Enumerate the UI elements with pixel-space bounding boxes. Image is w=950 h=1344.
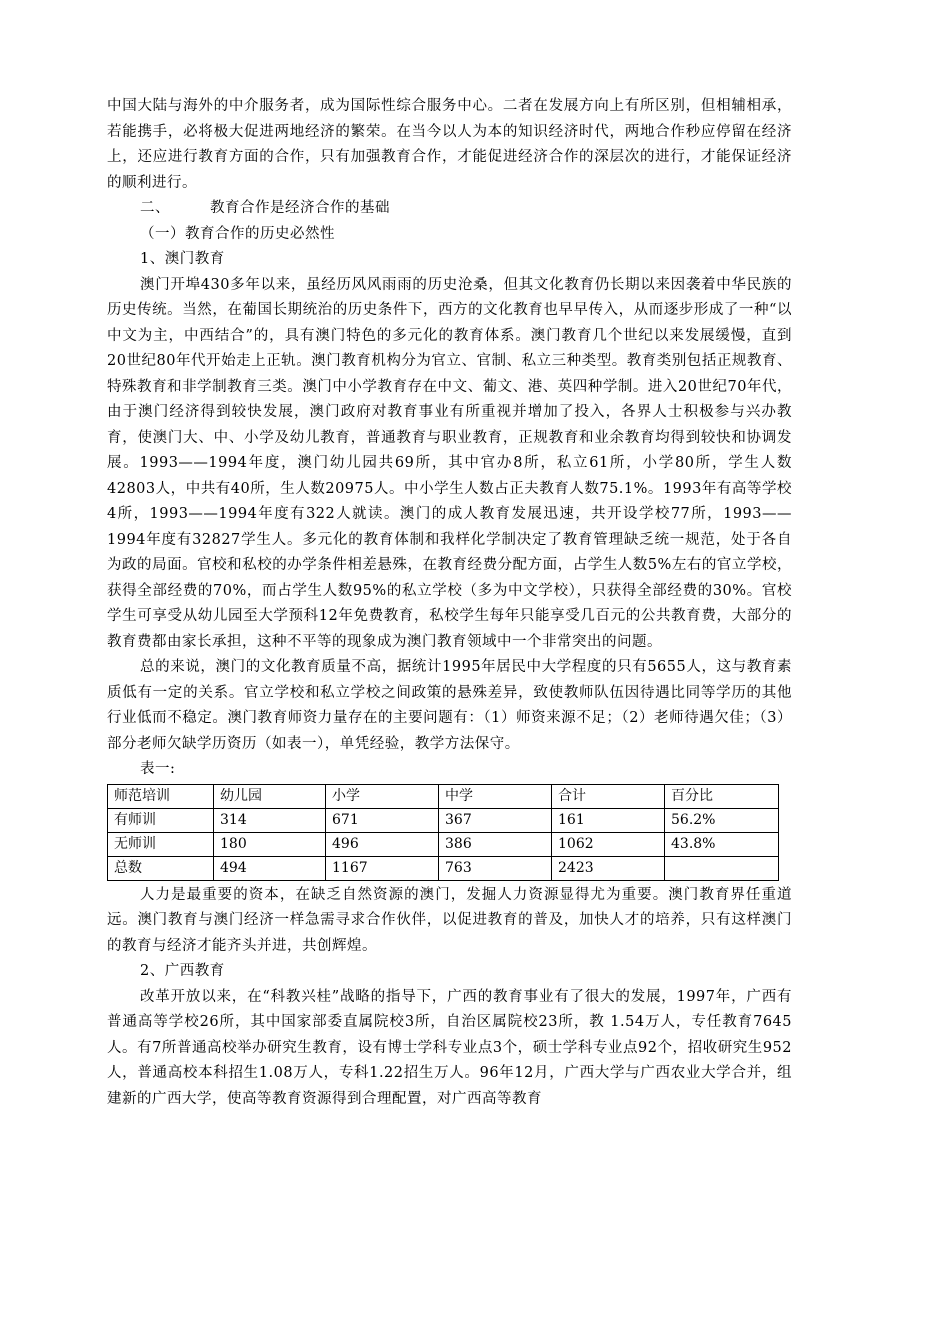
table-header-cell: 师范培训 xyxy=(108,784,214,808)
table-cell: 56.2% xyxy=(665,808,779,832)
table-cell: 43.8% xyxy=(665,832,779,856)
table-header-cell: 合计 xyxy=(552,784,665,808)
table-header-cell: 百分比 xyxy=(665,784,779,808)
paragraph-macau-2: 总的来说，澳门的文化教育质量不高，据统计1995年居民中大学程度的只有5655人，这与教育素质低有一定的关系。官立学校和私立学校之间政策的悬殊差异，致使教师队伍因待遇比同等学历的其他行业低而不稳定。澳门教育师资力量存在的主要问题有：（1）师资来源不足；（2）老师待遇欠佳；（3）部分老师欠缺学历资历（如表一），单凭经验，教学方法保守。 xyxy=(107,659,793,752)
table-cell: 314 xyxy=(214,808,326,832)
table-cell: 有师训 xyxy=(108,808,214,832)
table-cell: 1167 xyxy=(326,856,439,880)
macau-heading: 1、澳门教育 xyxy=(140,251,225,267)
table-cell: 总数 xyxy=(108,856,214,880)
paragraph-intro: 中国大陆与海外的中介服务者，成为国际性综合服务中心。二者在发展方向上有所区别，但相辅相承，若能携手，必将极大促进两地经济的繁荣。在当今以人为本的知识经济时代，两地合作秒应停留在经济上，还应进行教育方面的合作，只有加强教育合作，才能促进经济合作的深层次的进行，才能保证经济的顺利进行。 xyxy=(107,98,792,191)
subsection-heading: （一）教育合作的历史必然性 xyxy=(140,225,335,242)
paragraph-macau-1: 澳门开埠430多年以来，虽经历风风雨雨的历史沧桑，但其文化教育仍长期以来因袭着中华民族的历史传统。当然，在葡国长期统治的历史条件下，西方的文化教育也早早传入，从而逐步形成了一种“以中文为主，中西结合”的，具有澳门特色的多元化的教育体系。澳门教育几个世纪以来发展缓慢，直到20世纪80年代开始走上正轨。澳门教育机构分为官立、官制、私立三种类型。教育类别包括正规教育、特殊教育和非学制教育三类。澳门中小学教育存在中文、葡文、港、英四种学制。进入20世纪70年代，由于澳门经济得到较快发展，澳门政府对教育事业有所重视并增加了投入，各界人士积极参与兴办教育，使澳门大、中、小学及幼儿教育，普通教育与职业教育，正规教育和业余教育均得到较快和协调发展。1993——1994年度，澳门幼儿园共69所，其中官办8所，私立61所，小学80所，学生人数42803人，中共有40所，生人数20975人。中小学生人数占正夫教育人数75.1%。1993年有高等学校4所，1993——1994年度有322人就读。澳门的成人教育发展迅速，共开设学校77所，1993——1994年度有32827学生人。多元化的教育体制和我样化学制决定了教育管理缺乏统一规范，处于各自为政的局面。官校和私校的办学条件相差悬殊，在教育经费分配方面，占学生人数5%左右的官立学校，获得全部经费的70%，而占学生人数95%的私立学校（多为中文学校），只获得全部经费的30%。官校学生可享受从幼儿园至大学预科12年免费教育，私校学生每年只能享受几百元的公共教育费，大部分的教育费都由家长承担，这种不平等的现象成为澳门教育领域中一个非常突出的问题。 xyxy=(107,276,792,650)
table-cell: 763 xyxy=(439,856,552,880)
table-cell: 367 xyxy=(439,808,552,832)
table-row xyxy=(108,808,779,832)
section-number: 二、 xyxy=(140,200,170,216)
section-title: 教育合作是经济合作的基础 xyxy=(210,200,390,216)
teacher-training-table xyxy=(107,784,779,881)
paragraph-guangxi: 改革开放以来，在“科教兴桂”战略的指导下，广西的教育事业有了很大的发展，1997年，广西有普通高等学校26所，其中国家部委直属院校3所，自治区属院校23所，教 1.54万人，专任教育7645人。有7所普通高校举办研究生教育，设有博士学科专业点3个，硕士学科专业点92个，招收研究生952人，普通高校本科招生1.08万人，专科1.22招生万人。96年12月，广西大学与广西农业大学合并，组建新的广西大学，使高等教育资源得到合理配置，对广西高等教育 xyxy=(107,988,792,1107)
table-cell xyxy=(665,856,779,880)
table-cell: 161 xyxy=(552,808,665,832)
table-cell: 386 xyxy=(439,832,552,856)
table-cell: 2423 xyxy=(552,856,665,880)
table-header-row xyxy=(108,784,779,808)
table-caption: 表一: xyxy=(140,761,176,777)
table-header-cell: 幼儿园 xyxy=(214,784,326,808)
table-row xyxy=(108,856,779,880)
table-row xyxy=(108,832,779,856)
table-cell: 494 xyxy=(214,856,326,880)
table-cell: 1062 xyxy=(552,832,665,856)
table-cell: 671 xyxy=(326,808,439,832)
paragraph-after-table: 人力是最重要的资本，在缺乏自然资源的澳门，发掘人力资源显得尤为重要。澳门教育界任重道远。澳门教育与澳门经济一样急需寻求合作伙伴，以促进教育的普及，加快人才的培养，只有这样澳门的教育与经济才能齐头并进，共创辉煌。 xyxy=(107,886,792,954)
table-cell: 180 xyxy=(214,832,326,856)
table-header-cell: 小学 xyxy=(326,784,439,808)
table-header-cell: 中学 xyxy=(439,784,552,808)
table-cell: 496 xyxy=(326,832,439,856)
guangxi-heading: 2、广西教育 xyxy=(140,963,225,979)
section-heading xyxy=(107,196,792,222)
table-cell: 无师训 xyxy=(108,832,214,856)
